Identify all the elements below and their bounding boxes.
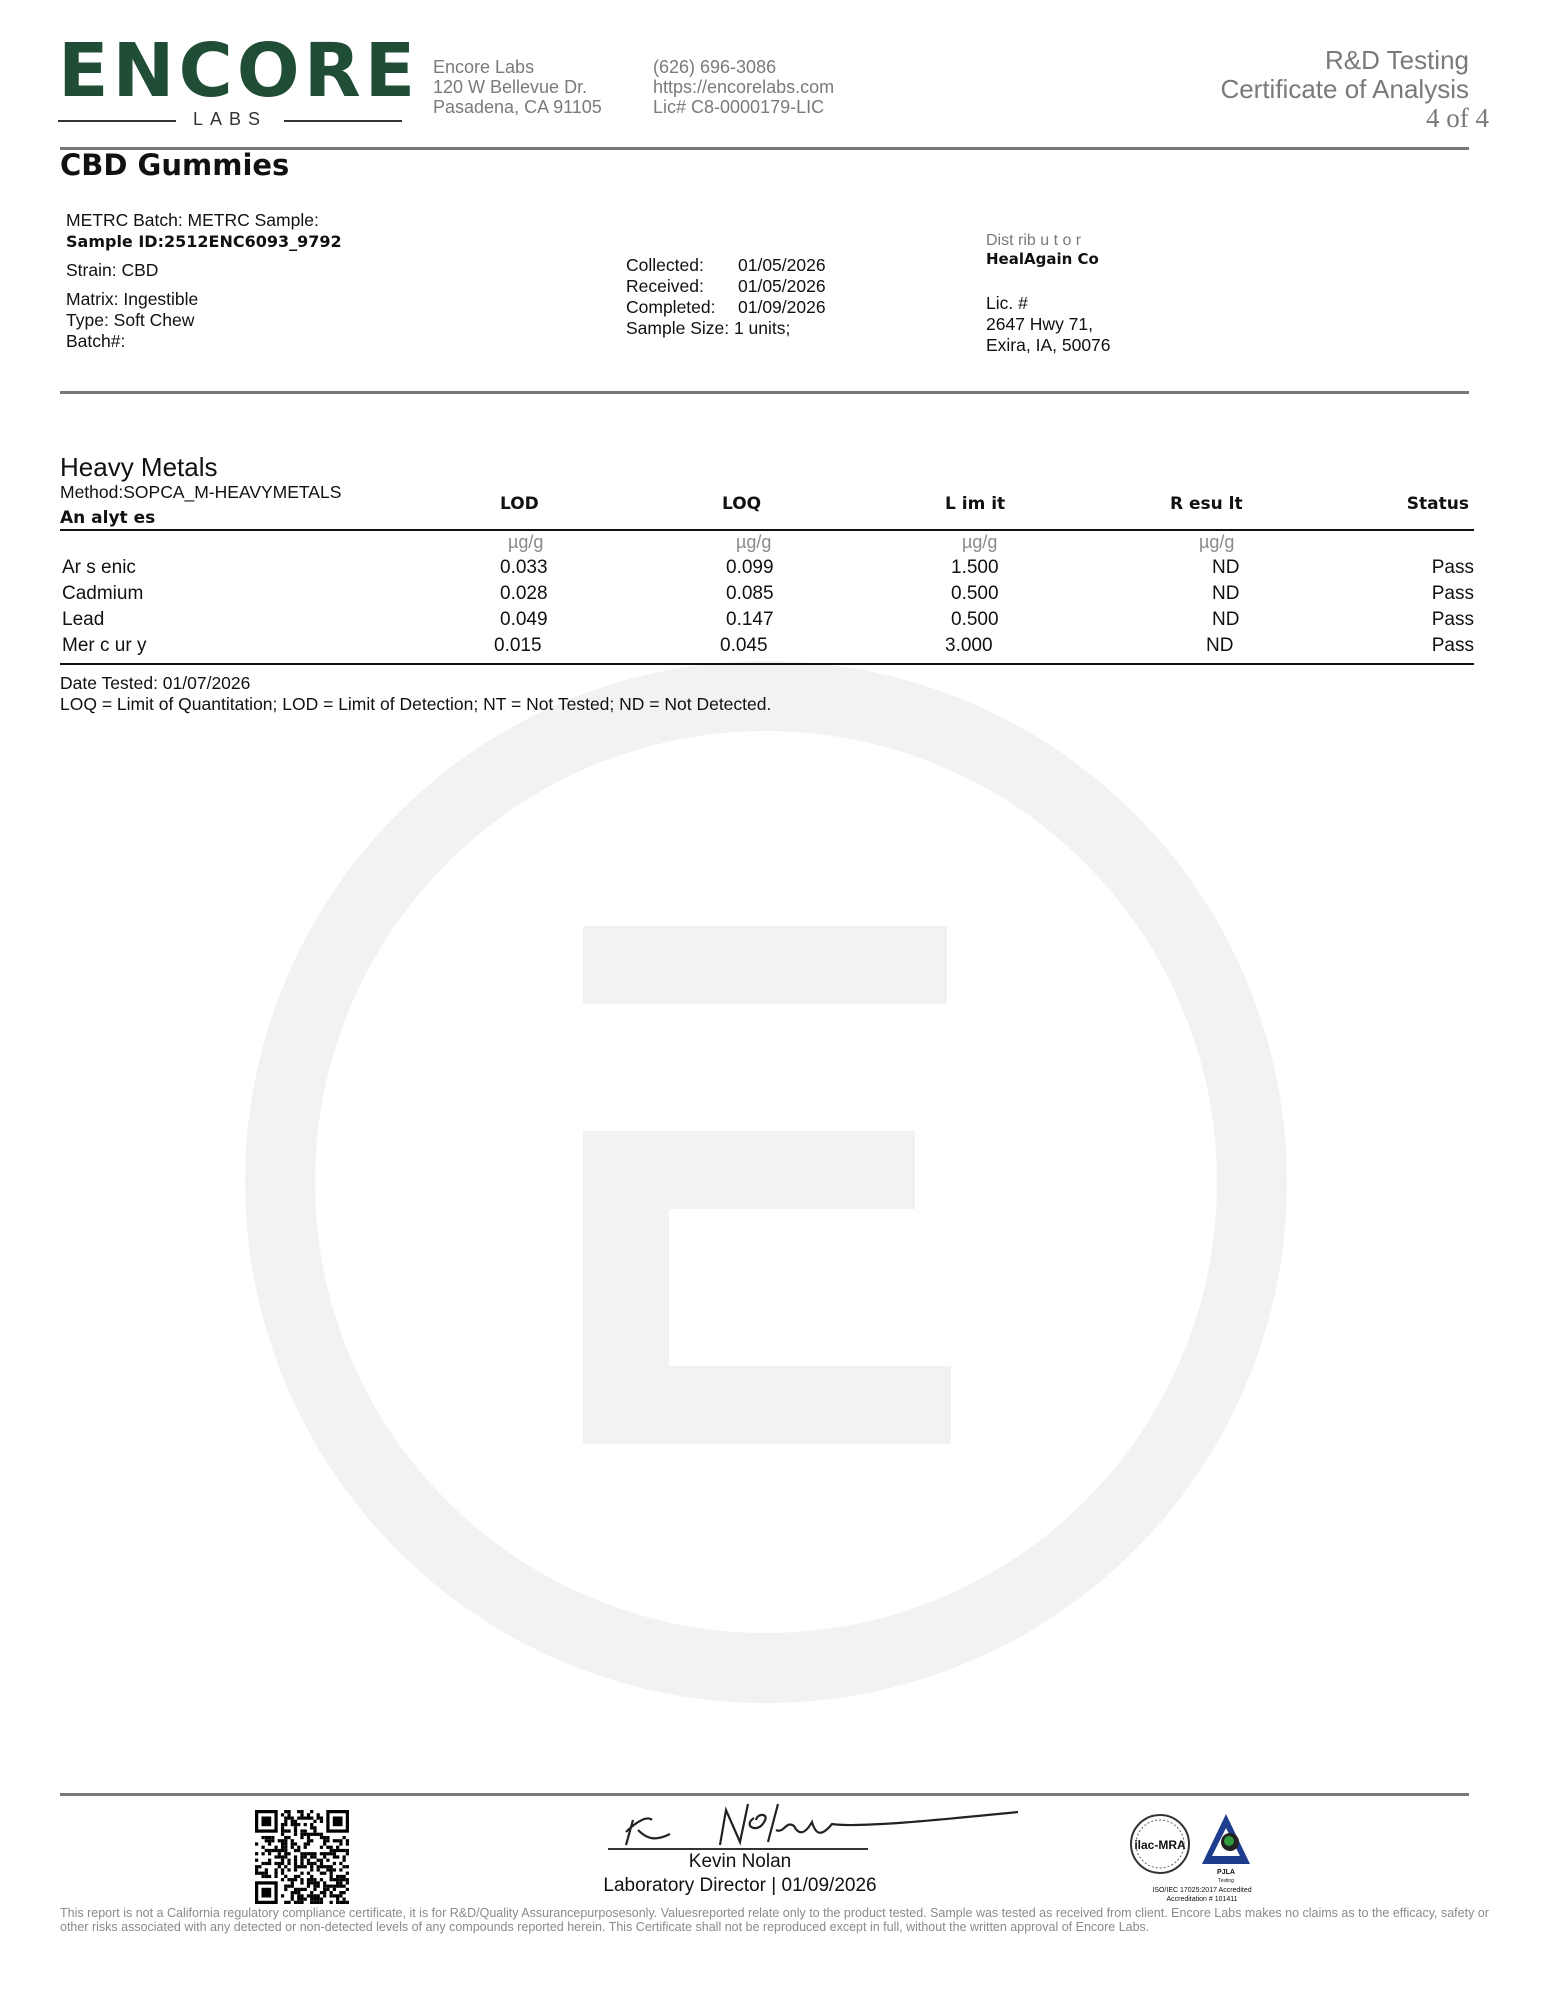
encore-watermark [244,660,1288,1704]
metrc-info: METRC Batch: METRC Sample: [66,210,319,230]
limit-value: 1.500 [951,557,999,578]
status-value: Pass [1431,583,1474,604]
col-header-loq: LOQ [722,494,762,514]
disclaimer: This report is not a California regulatory compliance certificate, it is for R&D/Quality Assurancepurposesonly. Valuesreported relate only to the product tested. Sample was tested as received from client. Encore Labs makes no claims as to the efficacy, safety or other risks associated with any detected or non-detected levels of any compounds reported herein. This Certificate shall not be reproduced except in full, without the written approval of Encore Labs. [60,1906,1489,1934]
status-value: Pass [1431,557,1474,578]
result-value: ND [1212,557,1240,578]
completed-label: Completed: [626,297,716,317]
ilac-mra-logo-text: ilac-MRA [1134,1838,1186,1852]
strain: Strain: CBD [66,260,159,280]
status-value: Pass [1431,635,1474,656]
col-header-result: R esu lt [1170,494,1243,514]
analyte-name: Cadmium [62,583,144,604]
col-header-analytes: An alyt es [60,508,156,528]
product-title: CBD Gummies [60,148,290,182]
analyte-name: Ar s enic [62,557,136,578]
lod-value: 0.015 [494,635,542,656]
unit-result: µg/g [1199,532,1235,552]
distributor-info [986,232,1111,356]
col-header-status: Status [1406,494,1469,514]
lod-value: 0.033 [500,557,548,578]
result-value: ND [1212,583,1240,604]
col-header-lod: LOD [500,494,539,514]
logo-wordmark: ENCORE [58,28,420,114]
lod-value: 0.049 [500,609,548,630]
signer-title: Laboratory Director | 01/09/2026 [603,1875,877,1896]
analyte-name: Lead [62,609,105,630]
encore-labs-logo [58,28,420,130]
limit-value: 3.000 [945,635,993,656]
matrix: Matrix: Ingestible [66,289,199,309]
distributor-address-line2: Exira, IA, 50076 [986,335,1111,355]
report-type: R&D Testing [1324,45,1469,75]
collected-date: 01/05/2026 [738,255,826,275]
status-value: Pass [1431,609,1474,630]
loq-value: 0.099 [726,557,774,578]
signer-name: Kevin Nolan [688,1851,792,1872]
section-title-heavy-metals: Heavy Metals [60,452,218,482]
table-header-rule [60,529,1474,531]
pjla-logo-text: PJLA [1217,1869,1235,1876]
date-tested: Date Tested: 01/07/2026 [60,673,251,693]
info-divider [60,391,1469,394]
lod-value: 0.028 [500,583,548,604]
limit-value: 0.500 [951,583,999,604]
distributor-label: Dist rib u t o r [986,232,1082,249]
distributor-address-line1: 2647 Hwy 71, [986,314,1094,334]
pjla-testing-text: Testing [1218,1878,1234,1884]
accreditation-badges [1128,1806,1270,1906]
distributor-name: HealAgain Co [986,250,1099,268]
lab-license: Lic# C8-0000179-LIC [653,97,825,117]
batch-number: Batch#: [66,331,126,351]
sample-size: Sample Size: 1 units; [626,318,791,338]
sample-info [66,210,342,352]
lab-contact [653,57,834,117]
abbreviation-legend: LOQ = Limit of Quantitation; LOD = Limit of Detection; NT = Not Tested; ND = Not Detected. [60,694,772,714]
loq-value: 0.045 [720,635,768,656]
logo-subtitle: LABS [58,108,402,132]
iso-accreditation-text: ISO/IEC 17025:2017 Accredited [1152,1887,1252,1894]
received-date: 01/05/2026 [738,276,826,296]
unit-loq: µg/g [736,532,772,552]
received-label: Received: [626,276,704,296]
loq-value: 0.147 [726,609,774,630]
qr-code[interactable] [255,1810,349,1904]
unit-limit: µg/g [962,532,998,552]
sample-id: Sample ID:2512ENC6093_9792 [66,232,342,251]
lab-website: https://encorelabs.com [653,77,835,97]
result-value: ND [1206,635,1234,656]
accreditation-number: Accreditation # 101411 [1166,1896,1238,1903]
result-value: ND [1212,609,1240,630]
sample-dates [626,255,826,339]
unit-lod: µg/g [508,532,544,552]
limit-value: 0.500 [951,609,999,630]
report-title: Certificate of Analysis [1220,74,1469,104]
table-bottom-rule [60,663,1474,665]
signature-line [608,1848,868,1850]
test-method: Method:SOPCA_M-HEAVYMETALS [60,482,342,502]
lab-address-line2: Pasadena, CA 91105 [433,97,602,117]
lab-name: Encore Labs [433,57,535,77]
page-number: 4 of 4 [1426,103,1489,133]
analyte-name: Mer c ur y [62,635,147,656]
col-header-limit: L im it [945,494,1006,514]
report-header [1220,45,1489,133]
lab-address [433,57,602,117]
collected-label: Collected: [626,255,704,275]
loq-value: 0.085 [726,583,774,604]
lab-phone: (626) 696-3086 [653,57,777,77]
lab-address-line1: 120 W Bellevue Dr. [433,77,588,97]
distributor-license: Lic. # [986,293,1028,313]
completed-date: 01/09/2026 [738,297,826,317]
sample-type: Type: Soft Chew [66,310,195,330]
